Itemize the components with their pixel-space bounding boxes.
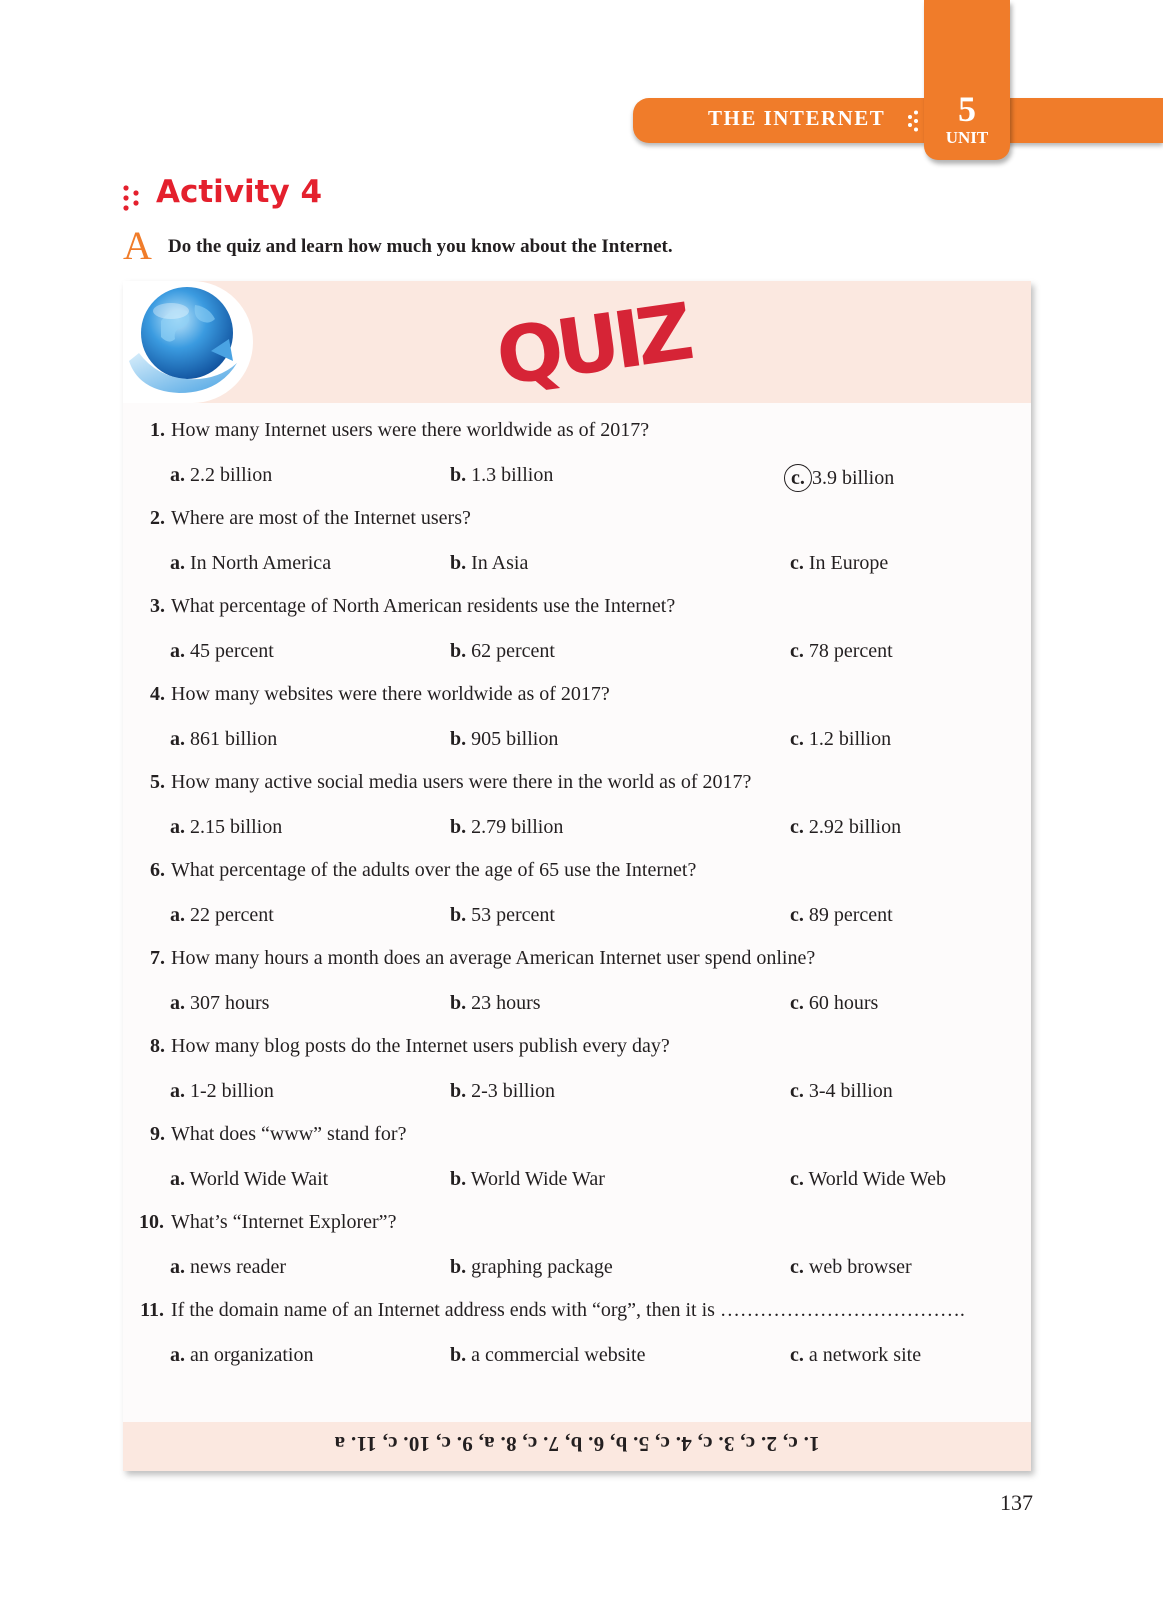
option-letter: b. (450, 552, 467, 574)
answer-option[interactable] (790, 1080, 893, 1103)
question-number: 10. (139, 1211, 164, 1233)
option-text: 78 percent (808, 640, 893, 662)
answer-option[interactable] (450, 1080, 555, 1103)
question-text: How many hours a month does an average American Internet user spend online? (171, 947, 816, 969)
option-text: 62 percent (471, 640, 555, 662)
option-letter: a. (170, 1344, 185, 1366)
answer-option[interactable] (790, 640, 893, 663)
option-text: 3-4 billion (808, 1080, 893, 1102)
option-letter: a. (170, 464, 185, 486)
question-text: Where are most of the Internet users? (171, 507, 471, 529)
question-text: How many active social media users were there in the world as of 2017? (171, 771, 752, 793)
option-letter: c. (790, 1168, 804, 1190)
option-letter: c. (790, 1256, 804, 1278)
question-number: 9. (150, 1123, 165, 1145)
option-text: 3.9 billion (812, 467, 895, 489)
question-number: 11. (140, 1299, 164, 1321)
option-letter: a. (170, 992, 185, 1014)
unit-title: THE INTERNET (708, 106, 886, 130)
quiz-logo (490, 287, 694, 404)
option-text: In Asia (471, 552, 529, 574)
option-text: World Wide Wait (189, 1168, 329, 1190)
option-text: 2.79 billion (471, 816, 564, 838)
option-text: a commercial website (471, 1344, 646, 1366)
option-text: In North America (190, 552, 332, 574)
option-letter: c. (790, 904, 804, 926)
option-text: a network site (808, 1344, 922, 1366)
option-text: 1.2 billion (808, 728, 892, 750)
option-text: 1.3 billion (471, 464, 554, 486)
option-letter: b. (450, 1080, 467, 1102)
answer-option[interactable] (790, 904, 893, 927)
option-letter: a. (170, 1168, 185, 1190)
answer-option[interactable] (450, 1256, 613, 1279)
answer-option[interactable] (170, 992, 269, 1015)
question-number: 3. (150, 595, 165, 617)
answer-option[interactable] (790, 552, 888, 575)
option-text: an organization (190, 1344, 314, 1366)
answer-option[interactable] (450, 1344, 646, 1367)
answer-option[interactable] (170, 640, 274, 663)
option-letter: b. (450, 1168, 467, 1190)
answer-option[interactable] (170, 1168, 328, 1191)
option-text: 307 hours (190, 992, 270, 1014)
answer-key: 1. c, 2. c, 3. c, 4. c, 5. b, 6. b, 7. c, 8. a, 9. c, 10. c, 11. a (334, 1432, 820, 1456)
option-letter: b. (450, 1256, 467, 1278)
option-letter: c. (790, 1344, 804, 1366)
option-letter: c. (790, 992, 804, 1014)
dots-icon (906, 110, 920, 132)
answer-option[interactable] (450, 1168, 605, 1191)
answer-option[interactable] (790, 1168, 946, 1191)
question-text: What does “www” stand for? (171, 1123, 407, 1145)
option-letter: b. (450, 904, 467, 926)
answer-option[interactable] (450, 904, 555, 927)
answer-option[interactable] (170, 816, 282, 839)
option-text: 2.92 billion (808, 816, 902, 838)
answer-option[interactable] (790, 464, 894, 492)
option-text: 2-3 billion (471, 1080, 556, 1102)
answer-option[interactable] (170, 464, 272, 487)
answer-option[interactable] (790, 816, 901, 839)
answer-option[interactable] (170, 1080, 274, 1103)
option-text: 23 hours (471, 992, 541, 1014)
option-letter: b. (450, 640, 467, 662)
question-number: 1. (150, 419, 165, 441)
page-number: 137 (1000, 1490, 1033, 1515)
option-letter: c. (790, 728, 804, 750)
option-letter: b. (450, 1344, 467, 1366)
option-letter: a. (170, 816, 185, 838)
question-text: What percentage of North American residents use the Internet? (171, 595, 676, 617)
section-letter: A (123, 223, 152, 268)
question-text: What’s “Internet Explorer”? (171, 1211, 397, 1233)
option-text: 905 billion (471, 728, 559, 750)
unit-number: 5 (958, 89, 976, 129)
option-letter: c. (790, 552, 804, 574)
question-number: 7. (150, 947, 165, 969)
option-text: 861 billion (190, 728, 278, 750)
question-text: How many Internet users were there worldwide as of 2017? (171, 419, 650, 441)
option-letter: b. (450, 992, 467, 1014)
option-letter: a. (170, 904, 185, 926)
option-text: 89 percent (808, 904, 893, 926)
unit-label: UNIT (945, 128, 989, 147)
quiz-logo-text: QUIZ (491, 287, 694, 404)
option-letter: b. (450, 464, 467, 486)
answer-option[interactable] (450, 640, 555, 663)
answer-option[interactable] (170, 1344, 313, 1367)
question-number: 4. (150, 683, 165, 705)
option-letter: a. (170, 728, 185, 750)
answer-option[interactable] (450, 464, 553, 487)
answer-option[interactable] (450, 992, 541, 1015)
option-letter: c. (790, 816, 804, 838)
option-letter: a. (170, 552, 185, 574)
globe-icon (121, 281, 245, 399)
option-letter: a. (170, 640, 185, 662)
answer-option[interactable] (450, 816, 563, 839)
option-text: In Europe (808, 552, 889, 574)
option-letter: b. (450, 728, 467, 750)
option-text: graphing package (471, 1256, 613, 1278)
question-number: 5. (150, 771, 165, 793)
answer-option[interactable] (450, 728, 558, 751)
answer-option[interactable] (450, 552, 528, 575)
option-letter: b. (450, 816, 467, 838)
question-number: 6. (150, 859, 165, 881)
question-number: 2. (150, 507, 165, 529)
instruction: Do the quiz and learn how much you know about the Internet. (168, 236, 673, 257)
option-letter: a. (170, 1080, 185, 1102)
option-letter-circled: c. (784, 464, 812, 492)
answer-option[interactable] (170, 904, 274, 927)
answer-option[interactable] (790, 1256, 912, 1279)
option-text: news reader (190, 1256, 287, 1278)
option-text: 2.2 billion (190, 464, 273, 486)
answer-option[interactable] (170, 1256, 286, 1279)
answer-option[interactable] (790, 728, 891, 751)
question-text: What percentage of the adults over the age of 65 use the Internet? (171, 859, 697, 881)
activity-title: Activity 4 (156, 174, 323, 210)
option-letter: c. (790, 640, 804, 662)
option-text: 2.15 billion (190, 816, 283, 838)
answer-option[interactable] (790, 1344, 921, 1367)
option-text: 22 percent (190, 904, 274, 926)
answer-option[interactable] (790, 992, 878, 1015)
question-text: How many websites were there worldwide as of 2017? (171, 683, 610, 705)
question-text: How many blog posts do the Internet users publish every day? (171, 1035, 670, 1057)
option-text: web browser (808, 1256, 912, 1278)
option-text: World Wide War (470, 1168, 605, 1190)
question-text: If the domain name of an Internet address ends with “org”, then it is ………………………………. (171, 1299, 965, 1321)
activity-dots-icon (122, 185, 142, 211)
option-letter: a. (170, 1256, 185, 1278)
question-number: 8. (150, 1035, 165, 1057)
option-text: 53 percent (471, 904, 555, 926)
option-text: 1-2 billion (190, 1080, 274, 1102)
option-letter: c. (790, 1080, 804, 1102)
option-text: World Wide Web (808, 1168, 946, 1190)
answer-option[interactable] (170, 552, 331, 575)
answer-option[interactable] (170, 728, 277, 751)
option-text: 45 percent (190, 640, 274, 662)
option-text: 60 hours (808, 992, 879, 1014)
